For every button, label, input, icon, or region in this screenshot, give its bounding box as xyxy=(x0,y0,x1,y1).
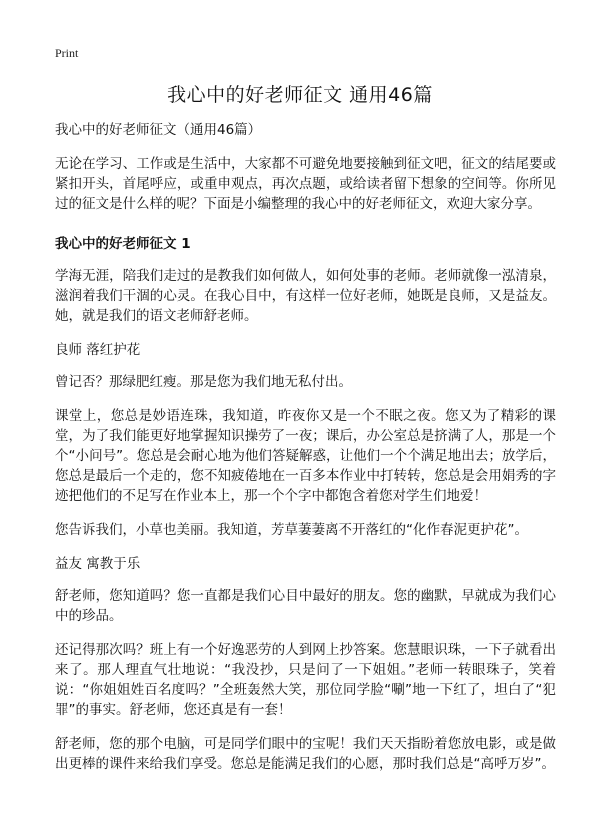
intro-paragraph: 无论在学习、工作或是生活中，大家都不可避免地要接触到征文吧，征文的结尾要或紧扣开头，首尾呼应，或重申观点，再次点题，或给读者留下想象的空间等。你所见过的征文是什么样的呢？下面是小编整理的我心中的好老师征文，欢迎大家分享。 xyxy=(55,156,556,212)
document-title: 我心中的好老师征文 通用46篇 xyxy=(167,84,433,106)
sub-heading: 益友 寓教于乐 xyxy=(55,556,141,572)
document-subtitle: 我心中的好老师征文（通用46篇） xyxy=(55,122,262,138)
print-label: Print xyxy=(55,46,79,60)
paragraph: 舒老师，您的那个电脑，可是同学们眼中的宝呢！我们天天指盼着您放电影，或是做出更棒的课件来给我们享受。您总是能满足我们的心愿，那时我们总是“高呼万岁”。 xyxy=(55,736,556,772)
paragraph: 学海无涯，陪我们走过的是教我们如何做人，如何处事的老师。老师就像一泓清泉，滋润着我们干涸的心灵。在我心目中，有这样一位好老师，她既是良师，又是益友。她，就是我们的语文老师舒老师。 xyxy=(55,268,556,324)
document-body xyxy=(55,120,556,788)
sub-heading: 良师 落红护花 xyxy=(55,342,141,358)
paragraph: 曾记否？那绿肥红瘦。那是您为我们地无私付出。 xyxy=(55,374,352,390)
paragraph: 您告诉我们，小草也美丽。我知道，芳草萋萋离不开落红的“化作春泥更护花”。 xyxy=(55,522,528,538)
paragraph: 还记得那次吗？班上有一个好逸恶劳的人到网上抄答案。您慧眼识珠，一下子就看出来了。那人理直气壮地说：“我没抄，只是问了一下姐姐。”老师一转眼珠子，笑着说：“你姐姐姓百名度吗？”全班轰然大笑，那位同学脸“唰”地一下红了，坦白了“犯罪”的事实。舒老师，您还真是有一套！ xyxy=(55,642,556,718)
paragraph: 课堂上，您总是妙语连珠，我知道，昨夜你又是一个不眠之夜。您又为了精彩的课堂，为了我们能更好地掌握知识操劳了一夜；课后，办公室总是挤满了人，那是一个个“小问号”。您总是会耐心地为他们答疑解惑，让他们一个个满足地出去；放学后，您总是最后一个走的，您不知疲倦地在一百多本作业中打转转，您总是会用娟秀的字迹把他们的不足写在作业本上，那一个个字中都饱含着您对学生们地爱！ xyxy=(55,408,556,504)
paragraph: 舒老师，您知道吗？您一直都是我们心目中最好的朋友。您的幽默，早就成为我们心中的珍品。 xyxy=(55,588,556,624)
section-heading: 我心中的好老师征文 1 xyxy=(55,236,191,252)
